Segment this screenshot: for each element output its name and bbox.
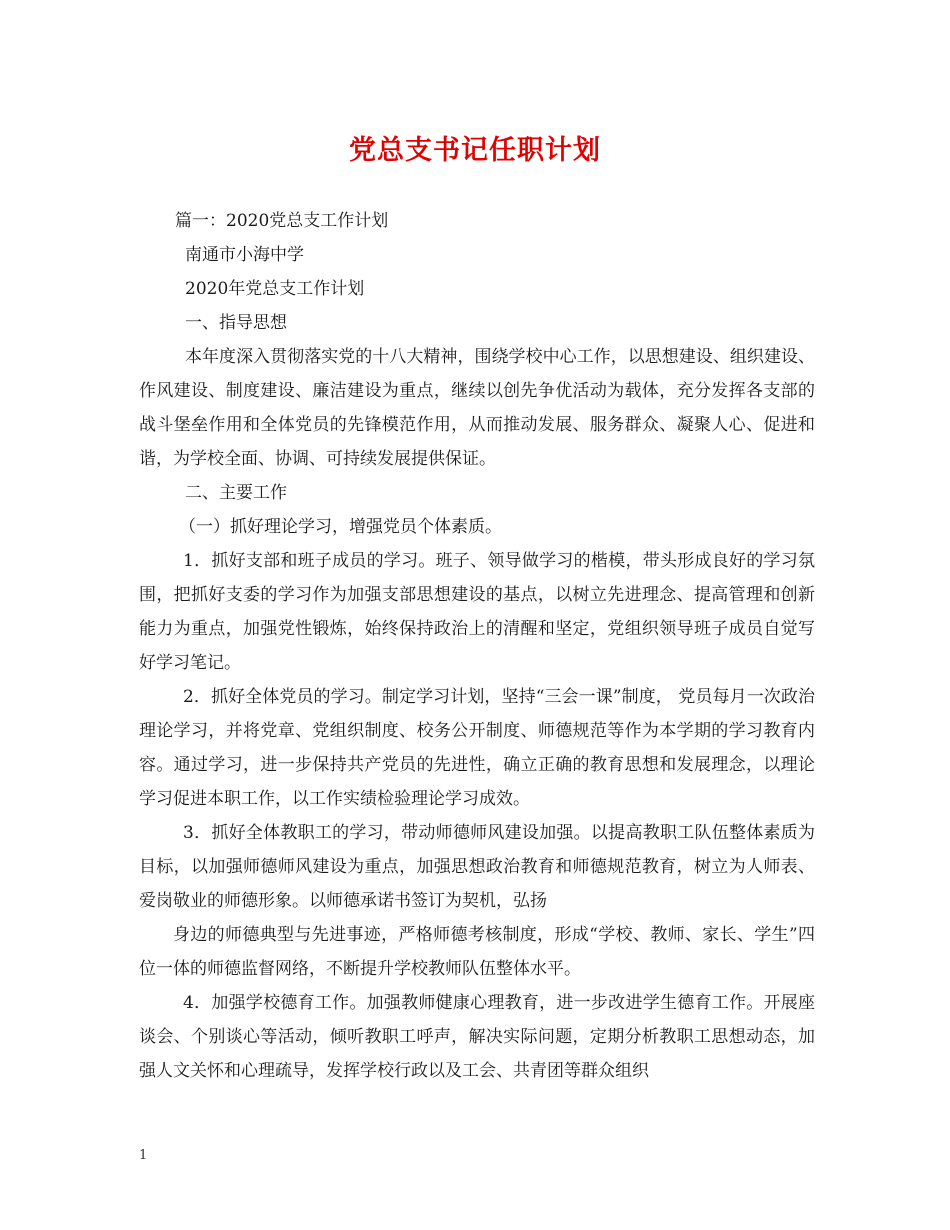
paragraph-guiding-thought: 本年度深入贯彻落实党的十八大精神，围绕学校中心工作，以思想建设、组织建设、作风建设、制度建设、廉洁建设为重点，继续以创先争优活动为载体，充分发挥各支部的战斗堡垒作用和全体党员的先锋模范作用，从而推动发展、服务群众、凝聚人心、促进和谐，为学校全面、协调、可持续发展提供保证。 xyxy=(139,347,815,469)
paragraph-item-4: 4．加强学校德育工作。加强教师健康心理教育，进一步改进学生德育工作。开展座谈会、个别谈心等活动，倾听教职工呼声，解决实际问题，定期分析教职工思想动态，加强人文关怀和心理疏导，发挥学校行政以及工会、共青团等群众组织 xyxy=(139,993,815,1081)
paragraph-section-heading: 篇一：2020党总支工作计划 xyxy=(175,211,389,231)
paragraph-plan-title: 2020年党总支工作计划 xyxy=(185,279,365,299)
paragraph-item-3-continued: 身边的师德典型与先进事迹，严格师德考核制度，形成“学校、教师、家长、学生”四位一体的师德监督网络，不断提升学校教师队伍整体水平。 xyxy=(139,925,815,979)
paragraph-school-name: 南通市小海中学 xyxy=(185,245,304,265)
document-title: 党总支书记任职计划 xyxy=(349,135,601,166)
document-body xyxy=(139,204,815,1088)
page-number: 1 xyxy=(139,1148,148,1163)
paragraph-item-3: 3．抓好全体教职工的学习，带动师德师风建设加强。以提高教职工队伍整体素质为目标，以加强师德师风建设为重点，加强思想政治教育和师德规范教育，树立为人师表、爱岗敬业的师德形象。以师德承诺书签订为契机，弘扬 xyxy=(139,823,815,911)
paragraph-heading-main-work: 二、主要工作 xyxy=(185,483,287,503)
paragraph-item-1: 1．抓好支部和班子成员的学习。班子、领导做学习的楷模，带头形成良好的学习氛围，把抓好支委的学习作为加强支部思想建设的基点，以树立先进理念、提高管理和创新能力为重点，加强党性锻炼，始终保持政治上的清醒和坚定，党组织领导班子成员自觉写好学习笔记。 xyxy=(139,551,815,673)
paragraph-item-2: 2．抓好全体党员的学习。制定学习计划，坚持“三会一课”制度， 党员每月一次政治理论学习，并将党章、党组织制度、校务公开制度、师德规范等作为本学期的学习教育内容。通过学习，进一步保持共产党员的先进性，确立正确的教育思想和发展理念，以理论学习促进本职工作，以工作实绩检验理论学习成效。 xyxy=(139,687,815,809)
paragraph-subheading-theory-study: （一）抓好理论学习，增强党员个体素质。 xyxy=(179,517,502,537)
paragraph-heading-guiding-thought: 一、指导思想 xyxy=(185,313,287,333)
